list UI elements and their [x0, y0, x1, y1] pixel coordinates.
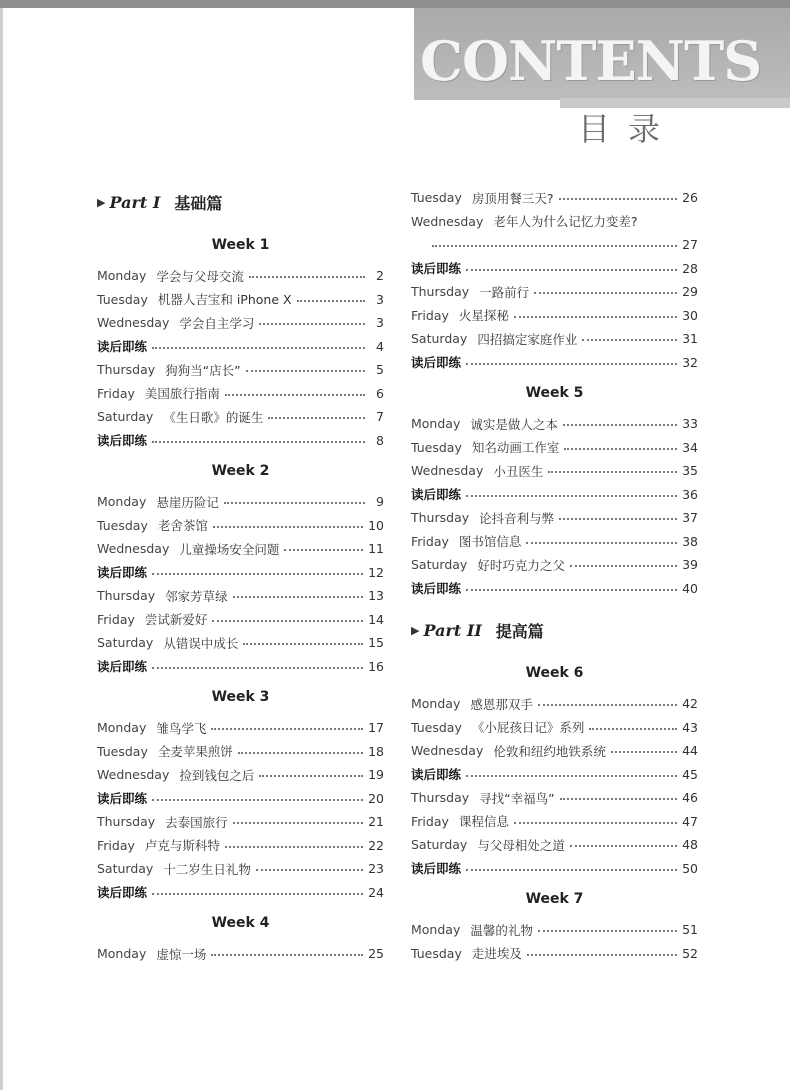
- page-number: 34: [682, 439, 698, 455]
- entry-title: 伦敦和纽约地铁系统: [493, 743, 606, 759]
- toc-entry: [97, 763, 384, 787]
- contents-heading-chinese: 目录: [578, 110, 679, 148]
- entry-title: 邻家芳草绿: [165, 588, 228, 604]
- dot-leader: [225, 389, 365, 396]
- entry-title: 寻找“幸福鸟”: [479, 790, 555, 806]
- page-number: 12: [368, 564, 384, 580]
- entry-title: 好时巧克力之父: [477, 557, 565, 573]
- dot-leader: [466, 584, 677, 591]
- page-number: 33: [682, 416, 698, 432]
- page-number: 46: [682, 790, 698, 806]
- page-number: 45: [682, 766, 698, 782]
- entry-day: Monday: [411, 696, 461, 712]
- dot-leader: [548, 466, 677, 473]
- entry-day: Tuesday: [411, 719, 462, 735]
- dot-leader: [466, 264, 677, 271]
- entry-title: 捡到钱包之后: [179, 767, 255, 783]
- week-heading: Week 7: [525, 891, 584, 907]
- entry-day: Friday: [411, 307, 449, 323]
- entry-day: Saturday: [97, 861, 154, 877]
- page-number: 25: [368, 946, 384, 962]
- entry-title: 悬崖历险记: [156, 494, 219, 510]
- part-number: Part II: [423, 620, 482, 640]
- toc-entry: [411, 506, 698, 530]
- entry-title: 读后即练: [97, 339, 148, 355]
- toc-entry: [97, 740, 384, 764]
- page-number: 7: [376, 409, 384, 425]
- toc-entry: [411, 716, 698, 740]
- toc-entry: [97, 631, 384, 655]
- entry-title: 读后即练: [411, 861, 462, 877]
- page-number: 28: [682, 260, 698, 276]
- dot-leader: [256, 864, 363, 871]
- page-number: 2: [376, 268, 384, 284]
- toc-entry-continuation: [411, 233, 698, 257]
- dot-leader: [538, 699, 677, 706]
- toc-entry: [411, 918, 698, 942]
- page-number: 23: [368, 861, 384, 877]
- toc-entry-practice: [411, 483, 698, 507]
- entry-title: 图书馆信息: [458, 534, 522, 550]
- page-number: 29: [682, 284, 698, 300]
- toc-entry-practice: [97, 787, 384, 811]
- dot-leader: [297, 295, 365, 302]
- dot-leader: [152, 568, 363, 575]
- entry-title: 知名动画工作室: [471, 440, 560, 456]
- entry-title: 房顶用餐三天?: [471, 190, 554, 206]
- entry-day: Friday: [97, 837, 135, 853]
- toc-entry-practice: [411, 351, 698, 375]
- toc-entry: [411, 436, 698, 460]
- dot-leader: [152, 436, 365, 443]
- dot-leader: [514, 817, 677, 824]
- entry-day: Thursday: [411, 284, 470, 300]
- entry-title: 与父母相处之道: [477, 837, 565, 853]
- entry-day: Friday: [411, 533, 449, 549]
- part-heading: [411, 614, 698, 646]
- entry-title: 走进埃及: [471, 946, 522, 962]
- entry-day: Thursday: [97, 814, 156, 830]
- page-number: 44: [682, 743, 698, 759]
- dot-leader: [466, 770, 677, 777]
- week-heading: Week 1: [211, 237, 270, 253]
- top-border-bar: [0, 0, 790, 8]
- toc-entry: [97, 288, 384, 312]
- entry-day: Tuesday: [411, 190, 462, 206]
- entry-title: 小丑医生: [493, 463, 544, 479]
- entry-title: 火星探秘: [458, 308, 509, 324]
- dot-leader: [211, 949, 363, 956]
- page-number: 20: [368, 790, 384, 806]
- entry-title: 机器人吉宝和 iPhone X: [157, 292, 292, 308]
- entry-title: 狗狗当“店长”: [165, 362, 241, 378]
- toc-entry: [411, 186, 698, 210]
- dot-leader: [560, 793, 678, 800]
- page-number: 16: [368, 658, 384, 674]
- entry-title: 读后即练: [411, 355, 462, 371]
- entry-day: Thursday: [411, 510, 470, 526]
- page-number: 24: [368, 884, 384, 900]
- entry-day: Thursday: [97, 362, 156, 378]
- dot-leader: [526, 537, 677, 544]
- dot-leader: [238, 747, 363, 754]
- page-number: 35: [682, 463, 698, 479]
- toc-entry: [411, 304, 698, 328]
- entry-day: Saturday: [411, 331, 468, 347]
- page-number: 36: [682, 486, 698, 502]
- entry-title: 课程信息: [458, 814, 509, 830]
- page-number: 3: [376, 315, 384, 331]
- dot-leader: [259, 318, 365, 325]
- dot-leader: [611, 746, 677, 753]
- entry-title: 虚惊一场: [156, 946, 207, 962]
- toc-entry: [97, 608, 384, 632]
- dot-leader: [243, 638, 363, 645]
- entry-day: Wednesday: [97, 541, 170, 557]
- page-number: 10: [368, 517, 384, 533]
- toc-entry: [411, 412, 698, 436]
- entry-title: 老年人为什么记忆力变差?: [493, 214, 638, 230]
- entry-day: Tuesday: [411, 439, 462, 455]
- toc-entry: [411, 553, 698, 577]
- entry-day: Tuesday: [97, 517, 148, 533]
- entry-day: Saturday: [411, 837, 468, 853]
- entry-day: Thursday: [411, 790, 470, 806]
- entry-day: Friday: [97, 385, 135, 401]
- toc-entry: [411, 786, 698, 810]
- entry-title: 儿童操场安全问题: [179, 541, 280, 557]
- dot-leader: [534, 287, 677, 294]
- entry-title: 读后即练: [411, 767, 462, 783]
- entry-title: 读后即练: [411, 261, 462, 277]
- entry-day: Tuesday: [97, 743, 148, 759]
- contents-heading: CONTENTS: [420, 29, 762, 93]
- entry-day: Monday: [97, 268, 147, 284]
- entry-title: 老舍茶馆: [157, 518, 208, 534]
- entry-day: Wednesday: [411, 463, 484, 479]
- entry-day: Monday: [97, 946, 147, 962]
- toc-entry-practice: [411, 857, 698, 881]
- toc-entry: [411, 833, 698, 857]
- entry-title: 读后即练: [97, 565, 148, 581]
- page-number: 32: [682, 354, 698, 370]
- page-number: 6: [376, 385, 384, 401]
- dot-leader: [152, 794, 363, 801]
- entry-title: 读后即练: [97, 433, 148, 449]
- page-number: 37: [682, 510, 698, 526]
- entry-day: Wednesday: [411, 743, 484, 759]
- page-number: 40: [682, 580, 698, 596]
- page-number: 26: [682, 190, 698, 206]
- entry-title: 温馨的礼物: [470, 922, 533, 938]
- entry-title: 去泰国旅行: [165, 814, 228, 830]
- toc-entry-practice: [97, 655, 384, 679]
- dot-leader: [246, 365, 365, 372]
- page-number: 31: [682, 331, 698, 347]
- toc-entry: [97, 514, 384, 538]
- dot-leader: [570, 560, 677, 567]
- page-number: 4: [376, 338, 384, 354]
- dot-leader: [538, 925, 677, 932]
- toc-entry: [97, 834, 384, 858]
- page-number: 42: [682, 696, 698, 712]
- dot-leader: [152, 342, 365, 349]
- entry-title: 雏鸟学飞: [156, 720, 207, 736]
- toc-entry: [411, 692, 698, 716]
- dot-leader: [152, 888, 363, 895]
- entry-title: 学会与父母交流: [156, 268, 244, 284]
- page-number: 43: [682, 719, 698, 735]
- page-number: 52: [682, 945, 698, 961]
- page-number: 27: [682, 237, 698, 253]
- dot-leader: [152, 662, 363, 669]
- entry-title: 尝试新爱好: [144, 612, 208, 628]
- toc-entry: [97, 537, 384, 561]
- page-number: 15: [368, 635, 384, 651]
- part-heading: [97, 186, 384, 218]
- page-number: 5: [376, 362, 384, 378]
- page-number: 9: [376, 494, 384, 510]
- page-number: 14: [368, 611, 384, 627]
- dot-leader: [466, 358, 677, 365]
- page-number: 38: [682, 533, 698, 549]
- dot-leader: [564, 443, 677, 450]
- part-title: 基础篇: [174, 193, 223, 213]
- entry-day: Friday: [97, 611, 135, 627]
- entry-day: Wednesday: [97, 767, 170, 783]
- toc-right-column: [411, 186, 698, 965]
- entry-title: 学会自主学习: [179, 315, 255, 331]
- page-number: 22: [368, 837, 384, 853]
- toc-entry: [97, 942, 384, 966]
- toc-entry-practice: [97, 335, 384, 359]
- toc-entry: [97, 311, 384, 335]
- section-spacer: [411, 600, 698, 614]
- page-number: 50: [682, 860, 698, 876]
- toc-entry: [97, 382, 384, 406]
- page-number: 21: [368, 814, 384, 830]
- dot-leader: [466, 490, 677, 497]
- page-number: 30: [682, 307, 698, 323]
- page-number: 17: [368, 720, 384, 736]
- dot-leader: [527, 949, 677, 956]
- dot-leader: [224, 497, 365, 504]
- page-number: 47: [682, 813, 698, 829]
- dot-leader: [570, 840, 677, 847]
- page-number: 18: [368, 743, 384, 759]
- toc-entry-practice: [411, 763, 698, 787]
- toc-entry: [411, 530, 698, 554]
- entry-title: 美国旅行指南: [144, 386, 220, 402]
- triangle-icon: ▶: [97, 195, 106, 209]
- dot-leader: [259, 770, 363, 777]
- toc-entry: [97, 584, 384, 608]
- dot-leader: [249, 271, 365, 278]
- entry-day: Wednesday: [411, 213, 484, 229]
- entry-day: Saturday: [97, 635, 154, 651]
- page-number: 19: [368, 767, 384, 783]
- page-number: 39: [682, 557, 698, 573]
- entry-title: 《小屁孩日记》系列: [471, 720, 585, 736]
- toc-entry: [97, 264, 384, 288]
- dot-leader: [559, 513, 677, 520]
- toc-entry: [411, 210, 698, 234]
- dot-leader: [559, 193, 678, 200]
- dot-leader: [563, 419, 677, 426]
- entry-title: 论抖音利与弊: [479, 510, 555, 526]
- dot-leader: [432, 240, 677, 247]
- page-number: 51: [682, 922, 698, 938]
- toc-entry: [411, 810, 698, 834]
- entry-title: 十二岁生日礼物: [163, 861, 251, 877]
- entry-title: 读后即练: [97, 791, 148, 807]
- page-number: 11: [368, 541, 384, 557]
- week-heading: Week 2: [211, 463, 270, 479]
- week-heading: Week 6: [525, 665, 584, 681]
- page-number: 3: [376, 291, 384, 307]
- dot-leader: [284, 544, 363, 551]
- toc-entry-practice: [411, 257, 698, 281]
- page-left-edge: [0, 8, 3, 1090]
- week-heading: Week 4: [211, 915, 270, 931]
- entry-day: Wednesday: [97, 315, 170, 331]
- dot-leader: [211, 723, 363, 730]
- entry-title: 读后即练: [411, 581, 462, 597]
- toc-entry: [97, 857, 384, 881]
- entry-day: Saturday: [411, 557, 468, 573]
- page-number: 48: [682, 837, 698, 853]
- entry-title: 诚实是做人之本: [470, 416, 558, 432]
- page-number: 13: [368, 588, 384, 604]
- toc-entry: [97, 358, 384, 382]
- dot-leader: [466, 864, 677, 871]
- part-title: 提高篇: [495, 621, 544, 641]
- dot-leader: [582, 334, 677, 341]
- entry-day: Saturday: [97, 409, 154, 425]
- part-number: Part I: [109, 192, 161, 212]
- toc-entry: [97, 490, 384, 514]
- dot-leader: [268, 412, 365, 419]
- triangle-icon: ▶: [411, 623, 420, 637]
- toc-entry: [411, 739, 698, 763]
- entry-title: 全麦苹果煎饼: [157, 744, 233, 760]
- toc-entry: [411, 327, 698, 351]
- toc-left-column: [97, 186, 384, 966]
- entry-day: Tuesday: [411, 945, 462, 961]
- entry-day: Thursday: [97, 588, 156, 604]
- entry-title: 感恩那双手: [470, 696, 533, 712]
- week-heading: Week 5: [525, 385, 584, 401]
- toc-entry-practice: [97, 561, 384, 585]
- entry-day: Monday: [411, 416, 461, 432]
- entry-title: 四招搞定家庭作业: [477, 331, 578, 347]
- entry-title: 一路前行: [479, 284, 530, 300]
- entry-title: 读后即练: [97, 885, 148, 901]
- dot-leader: [225, 841, 363, 848]
- toc-entry-practice: [411, 577, 698, 601]
- entry-title: 读后即练: [97, 659, 148, 675]
- page-number: 8: [376, 432, 384, 448]
- dot-leader: [514, 311, 677, 318]
- entry-title: 《生日歌》的诞生: [163, 409, 264, 425]
- toc-entry: [97, 405, 384, 429]
- dot-leader: [233, 591, 363, 598]
- dot-leader: [212, 615, 363, 622]
- entry-day: Monday: [411, 922, 461, 938]
- dot-leader: [589, 723, 677, 730]
- entry-day: Monday: [97, 720, 147, 736]
- toc-entry: [97, 810, 384, 834]
- entry-day: Tuesday: [97, 291, 148, 307]
- toc-entry-practice: [97, 429, 384, 453]
- entry-title: 卢克与斯科特: [144, 838, 220, 854]
- dot-leader: [233, 817, 363, 824]
- toc-entry: [97, 716, 384, 740]
- entry-day: Friday: [411, 813, 449, 829]
- toc-entry-practice: [97, 881, 384, 905]
- entry-day: Monday: [97, 494, 147, 510]
- toc-entry: [411, 280, 698, 304]
- dot-leader: [213, 521, 363, 528]
- week-heading: Week 3: [211, 689, 270, 705]
- entry-title: 从错误中成长: [163, 635, 239, 651]
- toc-entry: [411, 459, 698, 483]
- toc-entry: [411, 942, 698, 966]
- entry-title: 读后即练: [411, 487, 462, 503]
